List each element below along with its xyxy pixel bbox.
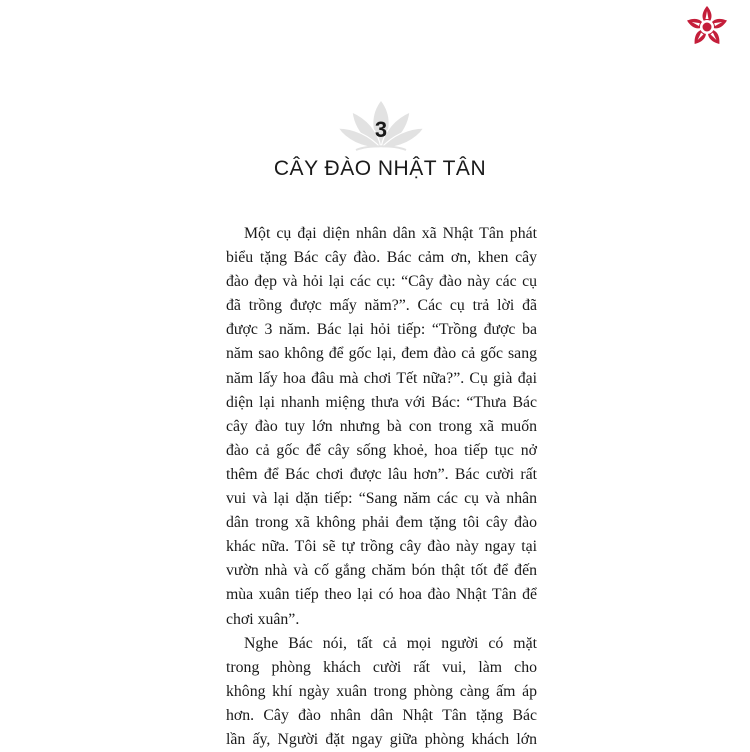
chapter-title: CÂY ĐÀO NHẬT TÂN: [273, 157, 487, 180]
text-line: hơn. Cây đào nhân dân Nhật Tân tặng Bác: [226, 706, 537, 724]
text-line: diện lại nhanh miệng thưa với Bác: “Thưa Bác: [226, 393, 537, 411]
text-line: năm lấy hoa đâu mà chơi Tết nữa?”. Cụ già đại: [226, 369, 537, 387]
text-line: Nghe Bác nói, tất cả mọi người có mặt: [244, 634, 537, 652]
text-line: được 3 năm. Bác lại hỏi tiếp: “Trồng được ba: [226, 321, 537, 339]
text-line: vui và lại dặn tiếp: “Sang năm các cụ và nhân: [226, 490, 537, 508]
text-line: biểu tặng Bác cây đào. Bác cảm ơn, khen cây: [226, 249, 537, 267]
body-text: [226, 222, 537, 752]
text-line: chơi xuân”.: [226, 610, 300, 628]
text-line: mùa xuân tiếp theo lại có hoa đào Nhật Tân để: [226, 586, 537, 604]
text-line: đào cả gốc để cây sống khoẻ, hoa tiếp tục nở: [226, 441, 537, 459]
text-line: trong phòng khách cười rất vui, làm cho: [226, 658, 537, 676]
text-line: năm sao không để gốc lại, đem đào cả gốc sang: [226, 345, 537, 363]
text-line: không khí ngày xuân trong phòng càng ấm áp: [226, 682, 537, 700]
text-line: đã trồng được mấy năm?”. Các cụ trả lời đã: [226, 297, 537, 315]
text-line: dân trong xã không phải đem tặng tôi cây đào: [226, 514, 537, 532]
chapter-number: 3: [374, 117, 388, 142]
paragraph-1: [226, 222, 537, 632]
text-line: cây đào tuy lớn nhưng bà con trong xã muốn: [226, 417, 537, 435]
paragraph-2: [226, 632, 537, 752]
publisher-logo-icon: [684, 4, 730, 50]
text-line: vườn nhà và cố gắng chăm bón thật tốt để đến: [226, 562, 537, 580]
text-line: đào đẹp và hỏi lại các cụ: “Cây đào này các cụ: [226, 273, 537, 291]
text-line: lần ấy, Người đặt ngay giữa phòng khách lớn: [226, 730, 537, 748]
text-line: thêm để Bác chơi được lâu hơn”. Bác cười rất: [226, 465, 537, 483]
text-line: Một cụ đại diện nhân dân xã Nhật Tân phát: [244, 225, 537, 242]
text-line: khác nữa. Tôi sẽ tự trồng cây đào này ngay tại: [226, 538, 537, 556]
